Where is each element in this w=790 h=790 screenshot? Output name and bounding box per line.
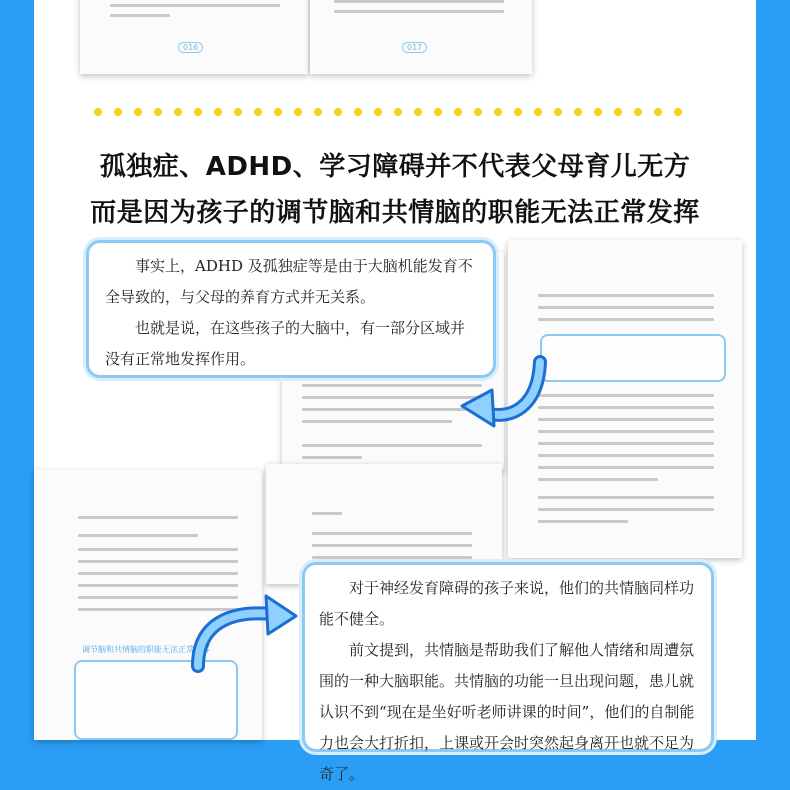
- callout-bottom-para-2: 前文提到，共情脑是帮助我们了解他人情绪和周遭氛围的一种大脑职能。共情脑的功能一旦出现问题，患儿就认识不到“现在是坐好听老师讲课的时间”，他们的自制能力也会大打折扣，上课或开会时突然起身离开也就不足为奇了。: [319, 641, 695, 783]
- divider-dot: [654, 108, 662, 116]
- curved-arrow-icon: [442, 356, 552, 436]
- divider-dot: [294, 108, 302, 116]
- divider-dot: [434, 108, 442, 116]
- dotted-divider: [94, 108, 744, 118]
- divider-dot: [494, 108, 502, 116]
- section-title: 调节脑和共情脑的职能无法正常发挥: [82, 645, 210, 654]
- headline-line-1: 孤独症、ADHD、学习障碍并不代表父母育儿无方: [99, 152, 691, 182]
- divider-dot: [374, 108, 382, 116]
- divider-dot: [674, 108, 682, 116]
- page-number-left: 016: [178, 42, 203, 53]
- top-book-left-page: [80, 0, 308, 74]
- headline-line-2: 而是因为孩子的调节脑和共情脑的职能无法正常发挥: [90, 198, 700, 228]
- divider-dot: [514, 108, 522, 116]
- divider-dot: [274, 108, 282, 116]
- divider-dot: [354, 108, 362, 116]
- callout-top: [86, 240, 496, 378]
- divider-dot: [574, 108, 582, 116]
- page-number-right: 017: [402, 42, 427, 53]
- callout-bottom: [302, 562, 714, 783]
- divider-dot: [254, 108, 262, 116]
- callout-top-para-2: 也就是说，在这些孩子的大脑中，有一部分区域并没有正常地发挥作用。: [105, 319, 466, 368]
- curved-arrow-icon: [184, 584, 304, 674]
- divider-dot: [214, 108, 222, 116]
- divider-dot: [174, 108, 182, 116]
- divider-dot: [594, 108, 602, 116]
- divider-dot: [94, 108, 102, 116]
- divider-dot: [134, 108, 142, 116]
- divider-dot: [194, 108, 202, 116]
- divider-dot: [234, 108, 242, 116]
- divider-dot: [474, 108, 482, 116]
- divider-dot: [334, 108, 342, 116]
- content-panel: [34, 0, 756, 783]
- callout-top-para-1: 事实上，ADHD 及孤独症等是由于大脑机能发育不全导致的，与父母的养育方式并无关系。: [105, 257, 473, 306]
- callout-bottom-para-1: 对于神经发育障碍的孩子来说，他们的共情脑同样功能不健全。: [319, 579, 695, 628]
- divider-dot: [114, 108, 122, 116]
- top-book-right-page: [310, 0, 532, 74]
- small-highlight-top: [540, 334, 726, 382]
- divider-dot: [414, 108, 422, 116]
- divider-dot: [454, 108, 462, 116]
- divider-dot: [534, 108, 542, 116]
- divider-dot: [554, 108, 562, 116]
- divider-dot: [614, 108, 622, 116]
- divider-dot: [154, 108, 162, 116]
- divider-dot: [314, 108, 322, 116]
- divider-dot: [394, 108, 402, 116]
- divider-dot: [634, 108, 642, 116]
